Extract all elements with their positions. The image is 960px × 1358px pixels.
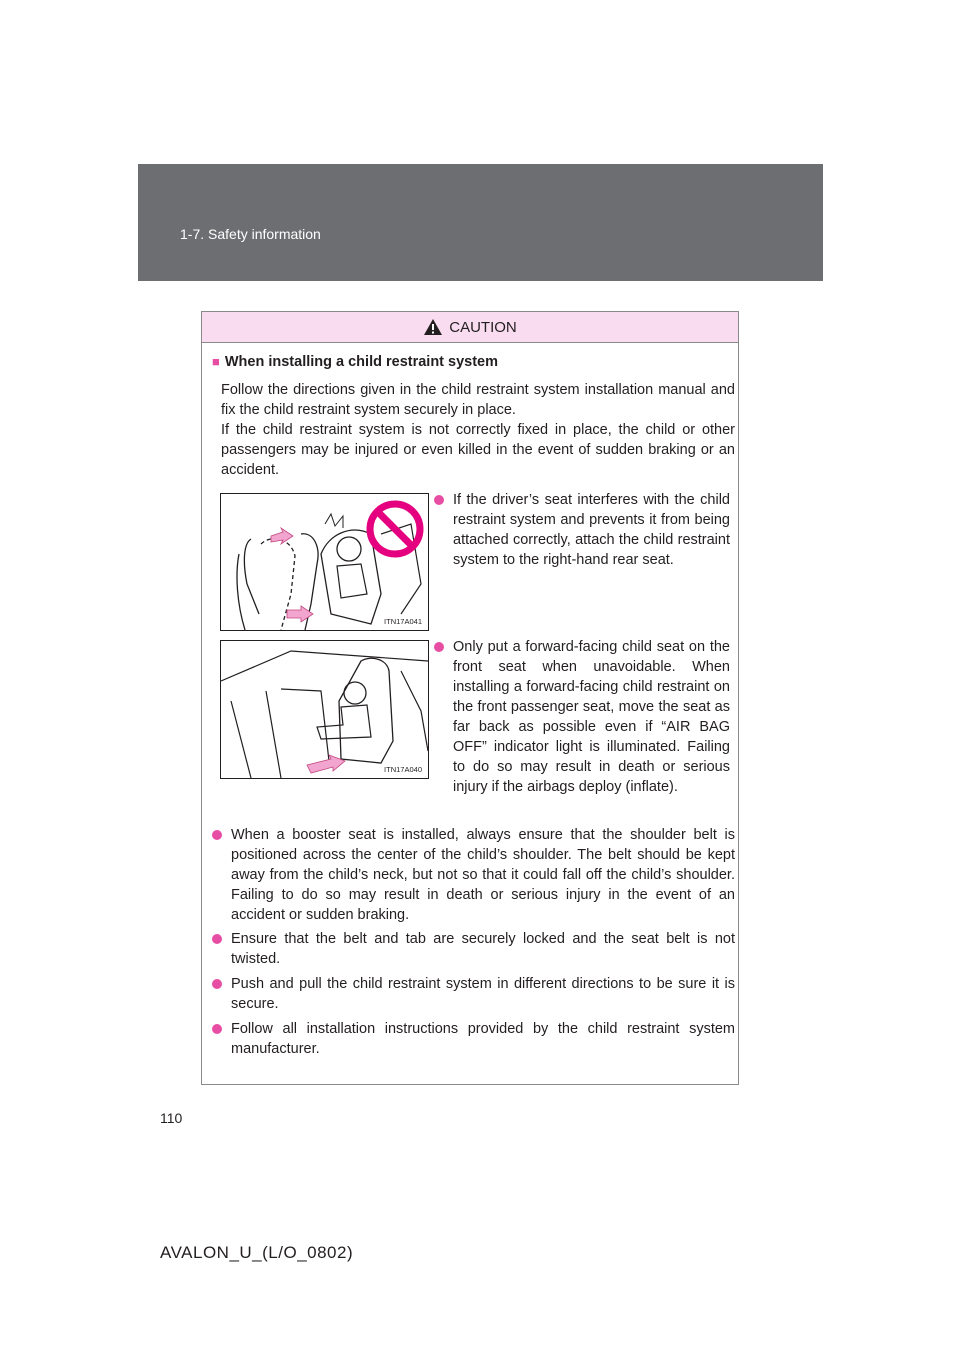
prohibition-icon [366, 500, 424, 558]
seat-illustration-2 [221, 641, 428, 778]
bullet-belt-locked: Ensure that the belt and tab are securely locked and the seat belt is not twisted. [212, 929, 735, 969]
figure-code-1: ITN17A041 [384, 617, 422, 626]
figure-forward-facing-seat [220, 640, 429, 779]
bullet-dot-icon [434, 495, 444, 505]
figure-1-bullet: If the driver’s seat interferes with the child restraint system and prevents it from being attached correctly, attach the child restraint system to the right-hand rear seat. [434, 490, 730, 570]
bullet-booster-seat: When a booster seat is installed, always ensure that the shoulder belt is positioned across the center of the child’s shoulder. The belt should be kept away from the child’s neck, but not so that it could fall off the child’s shoulder. Failing to do so may result in death or serious injury in the event of an accident or sudden braking. [212, 825, 735, 925]
bullet-dot-icon [212, 934, 222, 944]
square-bullet-icon: ■ [212, 354, 220, 369]
caution-paragraph-1: Follow the directions given in the child restraint system installation manual and fix the child restraint system securely in place. [221, 382, 735, 418]
page-number: 110 [160, 1110, 183, 1126]
footer-code: AVALON_U_(L/O_0802) [160, 1243, 354, 1262]
caution-box [201, 311, 739, 1085]
bullet-dot-icon [212, 979, 222, 989]
figure-code-2: ITN17A040 [384, 765, 422, 774]
bullet-dot-icon [212, 830, 222, 840]
caution-header [202, 312, 738, 343]
header-band [138, 164, 823, 281]
bullet-push-pull: Push and pull the child restraint system in different directions to be sure it is secure. [212, 974, 735, 1014]
caution-title: CAUTION [449, 318, 517, 336]
bullet-follow-instructions: Follow all installation instructions provided by the child restraint system manufacturer. [212, 1019, 735, 1059]
warning-triangle-icon [423, 318, 443, 336]
figure-driver-seat-interference [220, 493, 429, 631]
figure-2-bullet: Only put a forward-facing child seat on the front seat when unavoidable. When installing a forward-facing child restraint on the front passenger seat, move the seat as far back as possible even if “AIR BAG OFF” indicator light is illuminated. Failing to do so may result in death or serious injury if the airbags deploy (inflate). [434, 637, 730, 797]
caution-paragraph-2: If the child restraint system is not correctly fixed in place, the child or other passengers may be injured or even killed in the event of sudden braking or an accident. [221, 422, 735, 478]
section-title: 1-7. Safety information [180, 226, 321, 242]
caution-heading: ■ When installing a child restraint system [212, 354, 499, 370]
bullet-dot-icon [434, 642, 444, 652]
bullet-dot-icon [212, 1024, 222, 1034]
